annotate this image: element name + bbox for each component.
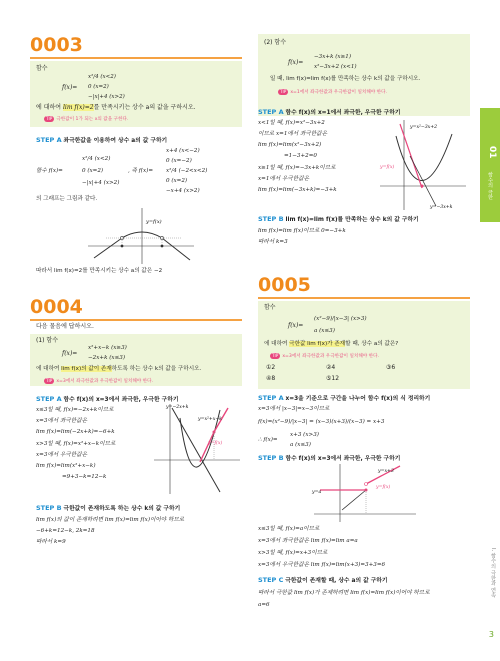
sol-line: x=3에서 |x−3|=x−3이므로 [258,406,330,412]
question-0004 [36,366,201,373]
hint-tag: TIP [46,116,53,121]
sol-case-right-3: x²/4 (−2<x<2) [166,168,208,174]
sol-line: lim f(x)=lim f(x)이므로 0=−3+k [258,228,346,234]
step-b-0004 [36,504,180,513]
hint-tag: TIP [280,89,287,94]
chapter-number: 01 [487,146,497,159]
sol-line: x>3일 때, f(x)=x+3이므로 [258,550,328,556]
sol-line: a=6 [258,602,270,608]
graph-0003 [86,204,196,266]
g-label-3: y=a [312,490,322,495]
hint-text: 극한값이 1가 되는 x의 값을 구한다. [56,117,129,122]
function-def: f(x)= [62,84,78,91]
sol-case: a (x≤3) [290,442,311,448]
g-label-1: y=x²−3x+2 [410,125,438,130]
conclusion-0003: 따라서 lim f(x)=2를 만족시키는 상수 a의 값은 −2 [36,268,163,274]
intro-0004: 다음 물음에 답하시오. [36,323,94,330]
case-2: a (x≤3) [314,328,335,334]
g-label-2: y=f(x) [380,165,395,170]
sol-line: 따라서 k=9 [36,539,66,545]
hint-text: x=3에서 좌극한값과 우극한값이 일치해야 한다. [56,379,153,384]
sol-case-right-2: 0 (x=−2) [166,158,192,164]
case-1: −3x+k (x≥1) [314,54,352,60]
problem-divider [258,297,470,299]
sol-line: x<1일 때, f(x)=x²−3x+2 [258,120,325,126]
sol-line: x=1에서 우극한값은 [258,176,310,182]
hint-text: x=3에서 좌극한값과 우극한값이 일치해야 한다. [282,354,379,359]
case-3: −|x|+4 (x>2) [88,94,125,100]
case-1: (x²−9)/|x−3| (x>3) [314,316,367,322]
sol-line: x>3일 때, f(x)=x²+x−k이므로 [36,441,116,447]
step-text: 함수 f(x)의 x=1에서 좌극한, 우극한 구하기 [285,110,401,116]
graph-note: 의 그래프는 그림과 같다. [36,196,98,202]
sol-line: lim f(x)=lim(x²−3x+2) [258,142,322,148]
sol-case-right-4: 0 (x=2) [166,178,188,184]
problem-box-0004-2 [258,34,470,116]
hint-0003 [44,115,128,123]
function-def: f(x)= [288,59,304,66]
step-text: x=3을 기준으로 구간을 나누어 함수 f(x)의 식 정리하기 [285,396,431,402]
step-label: STEP C [258,576,284,584]
choice-2[interactable]: ②4 [326,364,336,371]
sol-line: x=3에서 좌극한값은 [36,418,88,424]
sol-case-right-5: −x+4 (x>2) [166,188,200,194]
case-1: x²+x−k (x≥3) [88,345,127,351]
step-text: lim f(x)=lim f(x)를 만족하는 상수 k의 값 구하기 [285,217,419,223]
step-a-0005 [258,394,430,403]
sol-line: x=3에서 좌극한값은 lim f(x)=lim a=a [258,538,358,544]
sol-line: lim f(x)=lim(−2x+k)=−6+k [36,429,115,435]
sub2-label: (2) 함수 [264,39,286,46]
hint-0004-2 [278,88,387,96]
problem-number-0004: 0004 [30,296,83,318]
g-label-1: y=x+3 [378,469,394,474]
step-label: STEP B [258,454,284,462]
sol-line: =9+3−k=12−k [62,474,107,480]
step-label: STEP A [258,394,284,402]
problem-number-0005: 0005 [258,274,311,296]
sol-mid: , 즉 f(x)= [128,168,154,174]
case-2: x²−3x+2 (x<1) [314,64,357,70]
sol-line: lim f(x)의 값이 존재하려면 lim f(x)=lim f(x)이어야 하므로 [36,517,185,523]
question-highlight: lim f(x)의 값이 존재 [61,366,112,372]
step-text: 극한값이 존재하도록 하는 상수 k의 값 구하기 [63,506,181,512]
choice-5[interactable]: ⑤12 [326,375,340,382]
sol-line: 따라서 k=3 [258,239,288,245]
step-text: 함수 f(x)의 x=3에서 좌극한, 우극한 구하기 [63,397,179,403]
problem-divider [30,319,242,321]
choice-1[interactable]: ①2 [266,364,276,371]
sol-line: x=3에서 우극한값은 [36,452,88,458]
step-label: STEP A [36,395,62,403]
chapter-tab [480,108,500,222]
sol-line: =1−3+2=0 [284,153,317,159]
hint-tag: TIP [272,353,279,358]
chapter-title: 함수의 극한 [487,172,493,200]
sol-case-left-3: −|x|+4 (x>2) [82,180,120,186]
sub1-label: (1) 함수 [36,337,58,344]
hint-0004 [44,377,153,385]
problem-label: 함수 [264,304,276,311]
question-0005 [264,341,398,348]
step-a-0003 [36,136,167,145]
page-number: 3 [488,630,494,639]
step-label: STEP A [258,108,284,116]
solution-fx: 함수 f(x)= [36,168,63,174]
sol-line: x≤3일 때, f(x)=a이므로 [258,526,320,532]
case-1: x²/4 (x<2) [88,74,116,80]
step-label: STEP B [258,215,284,223]
question-highlight: 극한값 lim f(x)가 존재 [289,341,346,347]
hint-0005 [270,352,379,360]
step-c-0005 [258,576,388,585]
sol-line: −6+k=12−k, 2k=18 [36,528,95,534]
sol-line: 이므로 x=1에서 좌극한값은 [258,131,327,137]
g-label-2: y=x²+x−k [198,417,222,422]
hint-tag: TIP [46,378,53,383]
step-label: STEP B [36,504,62,512]
function-def: f(x)= [62,350,78,357]
graph-0003-label: y=f(x) [146,219,162,225]
graph-0004-2 [376,116,468,212]
function-def: f(x)= [288,322,304,329]
step-text: 함수 f(x)의 x=3에서 좌극한, 우극한 구하기 [285,456,401,462]
question-0003 [36,104,196,112]
sol-line: ∴ f(x)= [258,437,278,443]
question-pre: 에 대하여 [264,341,290,347]
question-post: 하도록 하는 상수 k의 값을 구하시오. [111,366,202,372]
problem-divider [30,57,242,59]
problem-number-0003: 0003 [30,34,83,56]
choice-4[interactable]: ④8 [266,375,276,382]
g-label-1: y=−2x+k [166,405,189,410]
graph-0005 [310,462,420,524]
g-label-3: y=f(x) [208,441,223,446]
step-text: 극한값이 존재할 때, 상수 a의 값 구하기 [285,578,388,584]
sol-line: lim f(x)=lim(−3x+k)=−3+k [258,187,337,193]
sol-line: x=3에서 우극한값은 lim f(x)=lim(x+3)=3+3=6 [258,562,386,568]
question-0004-2: 일 때, lim f(x)=lim f(x)를 만족하는 상수 k의 값을 구하시오. [270,76,421,82]
problem-label: 함수 [36,65,48,72]
g-label-3: y=−3x+k [430,205,453,210]
sol-case: x+3 (x>3) [290,432,319,438]
graph-0004-1 [150,400,242,496]
question-highlight: lim f(x)=2 [63,104,94,111]
sol-case-right-1: x+4 (x<−2) [166,148,200,154]
sol-line: lim f(x)=lim(x²+x−k) [36,463,96,469]
step-label: STEP A [36,136,62,144]
sol-line: x≤3일 때, f(x)=−2x+k이므로 [36,407,114,413]
question-pre: 에 대하여 [36,104,63,111]
sol-line: f(x)=(x²−9)/|x−3| = (x−3)(x+3)/(x−3) = x+3 [258,419,385,425]
section-footer: I. 함수의 극한과 연속 [490,548,496,598]
hint-text: x=1에서 좌극한값과 우극한값이 일치해야 한다. [290,90,387,95]
sol-case-left-1: x²/4 (x<2) [82,156,111,162]
case-2: −2x+k (x≤3) [88,355,126,361]
question-pre: 에 대하여 [36,366,62,372]
sol-case-left-2: 0 (x=2) [82,168,104,174]
question-post: 할 때, 상수 a의 값은? [345,341,399,347]
question-post: 를 만족시키는 상수 a의 값을 구하시오. [93,104,196,111]
case-2: 0 (x=2) [88,84,109,90]
step-b-0004-2 [258,215,419,224]
sol-line: x≥1일 때, f(x)=−3x+k이므로 [258,165,336,171]
choice-3[interactable]: ③6 [386,364,396,371]
sol-line: 따라서 극한값 lim f(x)가 존재하려면 lim f(x)=lim f(x)이어야 하므로 [258,590,430,596]
step-text: 좌극한값을 이용하여 상수 a의 값 구하기 [63,138,168,144]
g-label-2: y=f(x) [376,485,391,490]
